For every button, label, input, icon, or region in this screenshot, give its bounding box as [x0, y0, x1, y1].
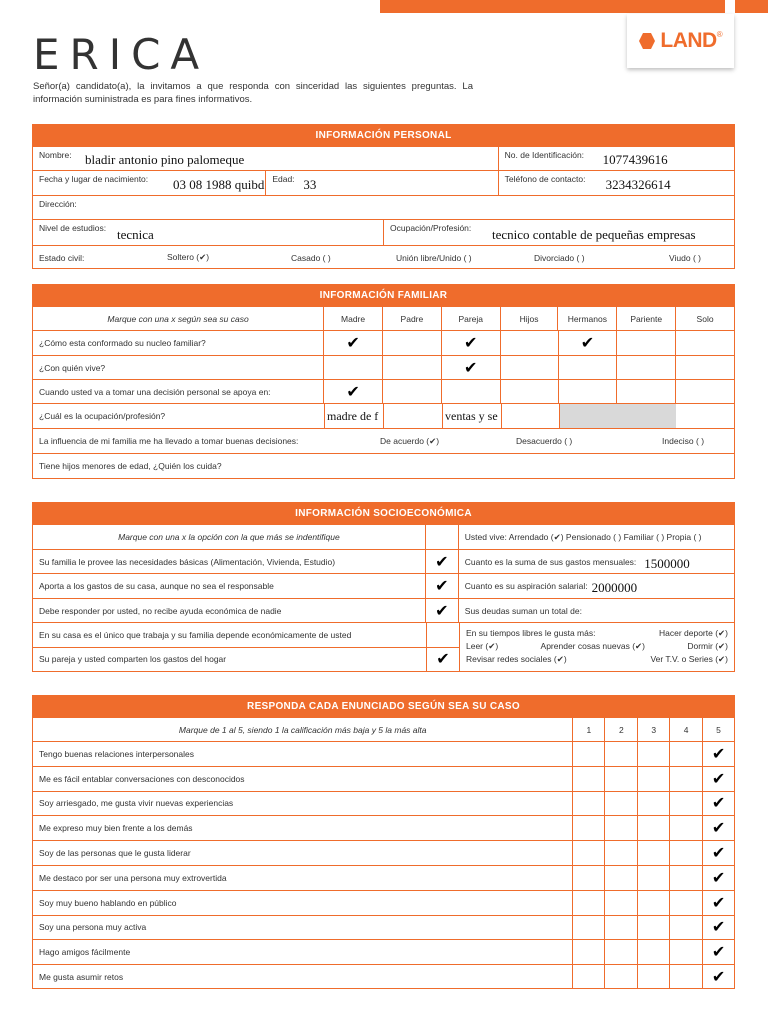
escala-cell-2[interactable] [604, 916, 637, 940]
escala-cell-5[interactable] [702, 767, 734, 791]
q5-opt-acuerdo[interactable]: De acuerdo (✔) [380, 435, 440, 446]
opt-dormir[interactable]: Dormir (✔) [687, 641, 728, 651]
checkmark-icon: ✔ [711, 867, 726, 887]
escala-item-label: Me expreso muy bien frente a los demás [39, 823, 193, 834]
socio-item-5: Su pareja y usted comparten los gastos del hogar [39, 654, 227, 665]
escala-cell-4[interactable] [669, 965, 702, 989]
escala-cell-2[interactable] [604, 742, 637, 766]
escala-cell-5[interactable] [702, 940, 734, 964]
escala-item-label: Tengo buenas relaciones interpersonales [39, 748, 194, 759]
escala-row [33, 741, 734, 766]
escala-item-label: Me gusta asumir retos [39, 972, 124, 983]
socio-check-4[interactable] [426, 623, 459, 647]
escala-cell-4[interactable] [669, 767, 702, 791]
q2-hijos[interactable] [500, 356, 558, 379]
estudios-value[interactable]: tecnica [117, 227, 154, 242]
escala-item-label: Soy una persona muy activa [39, 922, 147, 933]
edad-value[interactable]: 33 [303, 177, 317, 192]
q3-hijos[interactable] [500, 380, 558, 403]
escala-cell-2[interactable] [604, 965, 637, 989]
direccion-label: Dirección: [39, 199, 77, 209]
opt-redes[interactable]: Revisar redes sociales (✔) [466, 654, 567, 664]
opt-aprender[interactable]: Aprender cosas nuevas (✔) [540, 641, 645, 651]
escala-cell-5[interactable] [702, 841, 734, 865]
estado-civil-row [33, 246, 734, 269]
escala-row [33, 815, 734, 840]
estudios-cell [33, 220, 383, 245]
col-hermanos: Hermanos [557, 307, 616, 330]
opt-tv[interactable]: Ver T.V. o Series (✔) [650, 654, 728, 664]
escala-cell-3[interactable] [637, 841, 669, 865]
fecha-cell [33, 171, 265, 195]
escala-cell-5[interactable] [702, 891, 734, 915]
escala-cell-1[interactable] [572, 866, 604, 890]
q2-madre[interactable] [323, 356, 382, 379]
socio-check-1[interactable] [425, 550, 458, 573]
section-socio [32, 502, 735, 672]
tel-value[interactable]: 3234326614 [605, 177, 671, 192]
q3-madre[interactable] [323, 380, 382, 403]
escala-cell-1[interactable] [572, 767, 604, 791]
escala-cell-3[interactable] [637, 816, 669, 840]
q3-label: Cuando usted va a tomar una decisión personal se apoya en: [39, 386, 271, 397]
escala-cell-5[interactable] [702, 965, 734, 989]
socio-check-header [425, 525, 458, 549]
ocupacion-value[interactable]: tecnico contable de pequeñas empresas [492, 227, 696, 242]
escala-cell-1[interactable] [572, 965, 604, 989]
col-padre: Padre [382, 307, 441, 330]
checkmark-icon: ✔ [436, 649, 450, 669]
section-personal [32, 124, 735, 269]
q1-hermanos[interactable] [558, 331, 617, 355]
socio-item-3: Debe responder por usted, no recibe ayuda económica de nadie [39, 605, 282, 616]
section-familiar [32, 284, 735, 479]
escala-cell-4[interactable] [669, 742, 702, 766]
escala-col-5: 5 [702, 718, 734, 741]
escala-cell-2[interactable] [604, 841, 637, 865]
direccion-cell [33, 196, 734, 219]
q2-hermanos[interactable] [558, 356, 617, 379]
gastos-value[interactable]: 1500000 [644, 556, 690, 571]
escala-cell-1[interactable] [572, 891, 604, 915]
logo-mark-icon [638, 32, 656, 50]
escala-item-label: Soy arriesgado, me gusta vivir nuevas experiencias [39, 798, 234, 809]
escala-cell-2[interactable] [604, 792, 637, 816]
escala-cell-4[interactable] [669, 841, 702, 865]
id-cell [498, 147, 734, 170]
civil-option-soltero[interactable]: Soltero (✔) [167, 252, 210, 262]
escala-item-label: Me destaco por ser una persona muy extrovertida [39, 872, 227, 883]
civil-option-viudo[interactable]: Viudo ( ) [669, 252, 701, 263]
q4-pareja[interactable] [442, 404, 501, 428]
escala-cell-5[interactable] [702, 742, 734, 766]
escala-row [33, 964, 734, 989]
logo-text: LAND [660, 29, 717, 52]
escala-cell-1[interactable] [572, 742, 604, 766]
q4-padre[interactable] [383, 404, 442, 428]
escala-cell-5[interactable] [702, 816, 734, 840]
checkmark-icon: ✔ [711, 818, 726, 838]
edad-cell [265, 171, 497, 195]
familiar-row-q2 [33, 355, 734, 379]
q2-solo[interactable] [675, 356, 734, 379]
top-accent-bar-left [380, 0, 725, 13]
section-familiar-title: INFORMACIÓN FAMILIAR [33, 285, 734, 306]
section-escala [32, 695, 735, 989]
opt-deporte[interactable]: Hacer deporte (✔) [658, 628, 728, 638]
nombre-cell [33, 147, 498, 170]
civil-option-divorciado[interactable]: Divorciado ( ) [534, 252, 585, 263]
escala-cell-3[interactable] [637, 916, 669, 940]
escala-cell-2[interactable] [604, 816, 637, 840]
q4-pareja-value: ventas y se [445, 409, 498, 423]
gastos-cell [458, 550, 734, 573]
socio-instructions: Marque con una x la opción con la que más se indentifique [118, 532, 340, 542]
escala-row [33, 939, 734, 964]
escala-item-label: Soy muy bueno hablando en público [39, 897, 177, 908]
escala-cell-4[interactable] [669, 866, 702, 890]
escala-instructions: Marque de 1 al 5, siendo 1 la calificación más baja y 5 la más alta [178, 724, 427, 735]
escala-cell-2[interactable] [604, 940, 637, 964]
logo [627, 14, 734, 68]
checkmark-icon: ✔ [711, 917, 726, 937]
familiar-instructions: Marque con una x según sea su caso [107, 313, 249, 324]
escala-col-2: 2 [604, 718, 637, 741]
aspiracion-value[interactable]: 2000000 [591, 580, 638, 595]
q4-hijos[interactable] [501, 404, 559, 428]
escala-cell-4[interactable] [669, 792, 702, 816]
q1-madre[interactable] [323, 331, 382, 355]
col-pareja: Pareja [441, 307, 500, 330]
section-escala-title: RESPONDA CADA ENUNCIADO SEGÚN SEA SU CASO [33, 696, 734, 717]
checkmark-icon: ✔ [711, 768, 726, 788]
escala-row [33, 865, 734, 890]
q2-pareja[interactable] [441, 356, 500, 379]
estudios-label: Nivel de estudios: [39, 223, 107, 233]
socio-check-5[interactable] [426, 648, 459, 672]
intro-text: Señor(a) candidato(a), la invitamos a que responda con sinceridad las siguientes preguntas. La información suministrada es para fines informativos. [33, 81, 473, 105]
escala-col-1: 1 [572, 718, 604, 741]
socio-check-3[interactable] [425, 599, 458, 622]
q2-pariente[interactable] [616, 356, 675, 379]
aspiracion-cell [458, 574, 734, 598]
escala-cell-4[interactable] [669, 940, 702, 964]
escala-row [33, 766, 734, 791]
escala-cell-3[interactable] [637, 965, 669, 989]
socio-item-2: Aporta a los gastos de su casa, aunque no sea el responsable [39, 581, 274, 591]
familiar-row-q3 [33, 379, 734, 403]
tel-cell [498, 171, 734, 195]
escala-cell-5[interactable] [702, 916, 734, 940]
escala-cell-3[interactable] [637, 792, 669, 816]
q5-cell [33, 429, 734, 453]
q1-hijos[interactable] [500, 331, 558, 355]
checkmark-icon: ✔ [346, 381, 360, 401]
q1-pareja[interactable] [441, 331, 500, 355]
checkmark-icon: ✔ [346, 333, 360, 352]
nombre-label: Nombre: [39, 150, 72, 160]
socio-check-2[interactable] [425, 574, 458, 598]
escala-cell-4[interactable] [669, 916, 702, 940]
q4-madre[interactable] [324, 404, 383, 428]
escala-col-3: 3 [637, 718, 669, 741]
escala-row [33, 840, 734, 865]
checkmark-icon: ✔ [711, 843, 726, 863]
checkmark-icon: ✔ [711, 892, 726, 912]
aspiracion-label: Cuanto es su aspiración salarial: [464, 581, 588, 591]
id-value[interactable]: 1077439616 [602, 152, 668, 167]
col-madre: Madre [323, 307, 382, 330]
q4-label: ¿Cuál es la ocupación/profesión? [39, 411, 166, 421]
q4-shaded-cell [559, 404, 676, 428]
q5-opt-indeciso[interactable]: Indeciso ( ) [662, 436, 705, 446]
familiar-row-q6 [33, 453, 734, 477]
q1-solo[interactable] [675, 331, 734, 355]
escala-cell-3[interactable] [637, 866, 669, 890]
escala-item-label: Hago amigos fácilmente [39, 947, 131, 958]
checkmark-icon: ✔ [435, 600, 449, 620]
familiar-row-q1 [33, 330, 734, 355]
q5-opt-desacuerdo[interactable]: Desacuerdo ( ) [516, 436, 573, 446]
col-hijos: Hijos [500, 307, 558, 330]
socio-vive[interactable]: Usted vive: Arrendado (✔) Pensionado ( ) Familiar ( ) Propia ( ) [458, 525, 734, 549]
checkmark-icon: ✔ [580, 333, 595, 352]
q4-madre-value: madre de f [327, 409, 379, 423]
fecha-label: Fecha y lugar de nacimiento: [39, 174, 149, 184]
escala-cell-3[interactable] [637, 891, 669, 915]
escala-row [33, 890, 734, 915]
tiempo-libre-cell [459, 623, 734, 671]
id-label: No. de Identificación: [504, 150, 585, 160]
section-socio-title: INFORMACIÓN SOCIOECONÓMICA [33, 503, 734, 524]
escala-cell-2[interactable] [604, 891, 637, 915]
civil-option-union[interactable]: Unión libre/Unido ( ) [396, 252, 472, 263]
escala-item-label: Soy de las personas que le gusta liderar [39, 848, 191, 859]
checkmark-icon: ✔ [435, 576, 449, 595]
escala-cell-2[interactable] [604, 866, 637, 890]
checkmark-icon: ✔ [711, 793, 726, 813]
nombre-value[interactable]: bladir antonio pino palomeque [85, 152, 245, 167]
edad-label: Edad: [272, 174, 295, 184]
q3-padre[interactable] [382, 380, 441, 403]
checkmark-icon: ✔ [711, 967, 726, 987]
escala-cell-1[interactable] [572, 916, 604, 940]
q3-hermanos[interactable] [558, 380, 617, 403]
col-solo: Solo [675, 307, 734, 330]
q3-pareja[interactable] [441, 380, 500, 403]
escala-row [33, 915, 734, 940]
q6-label: Tiene hijos menores de edad, ¿Quién los cuida? [39, 460, 222, 471]
escala-item-label: Me es fácil entablar conversaciones con desconocidos [39, 773, 245, 784]
escala-cell-3[interactable] [637, 767, 669, 791]
estado-civil-label: Estado civil: [39, 252, 85, 263]
civil-option-casado[interactable]: Casado ( ) [291, 252, 331, 263]
escala-col-4: 4 [669, 718, 702, 741]
q1-padre[interactable] [382, 331, 441, 355]
escala-cell-3[interactable] [637, 742, 669, 766]
gastos-label: Cuanto es la suma de sus gastos mensuales: [464, 556, 637, 567]
socio-item-1: Su familia le provee las necesidades básicas (Alimentación, Vivienda, Estudio) [39, 556, 336, 567]
q5-label: La influencia de mi familia me ha llevado a tomar buenas decisiones: [39, 436, 299, 446]
checkmark-icon: ✔ [464, 357, 478, 377]
escala-cell-4[interactable] [669, 891, 702, 915]
escala-cell-1[interactable] [572, 792, 604, 816]
socio-item-4: En su casa es el único que trabaja y su familia depende económicamente de usted [39, 629, 352, 640]
escala-cell-1[interactable] [572, 940, 604, 964]
ocupacion-label: Ocupación/Profesión: [390, 223, 472, 233]
fecha-value[interactable]: 03 08 1988 quibd [173, 177, 265, 192]
checkmark-icon: ✔ [711, 942, 726, 962]
escala-cell-1[interactable] [572, 841, 604, 865]
q3-solo[interactable] [675, 380, 734, 403]
ocupacion-cell [383, 220, 734, 245]
checkmark-icon: ✔ [464, 333, 478, 352]
section-personal-title: INFORMACIÓN PERSONAL [33, 125, 734, 146]
q1-label: ¿Cómo esta conformado su nucleo familiar? [39, 338, 206, 348]
familiar-row-q5 [33, 428, 734, 453]
tel-label: Teléfono de contacto: [504, 174, 586, 184]
page-title: ERICA [33, 30, 210, 79]
checkmark-icon: ✔ [435, 551, 449, 571]
escala-cell-1[interactable] [572, 816, 604, 840]
checkmark-icon: ✔ [711, 743, 726, 763]
escala-cell-2[interactable] [604, 767, 637, 791]
q1-pariente[interactable] [616, 331, 675, 355]
escala-cell-5[interactable] [702, 866, 734, 890]
escala-cell-3[interactable] [637, 940, 669, 964]
deudas-label: Sus deudas suman un total de: [458, 599, 734, 622]
tiempo-libre-label: En su tiempos libres le gusta más: [466, 628, 596, 638]
familiar-row-q4 [33, 403, 734, 428]
q3-pariente[interactable] [616, 380, 675, 403]
col-pariente: Pariente [616, 307, 675, 330]
opt-leer[interactable]: Leer (✔) [466, 641, 499, 651]
escala-cell-5[interactable] [702, 792, 734, 816]
q2-label: ¿Con quién vive? [39, 362, 106, 373]
escala-row [33, 791, 734, 816]
logo-registered-mark: ® [716, 30, 723, 39]
q2-padre[interactable] [382, 356, 441, 379]
top-accent-bar-right [735, 0, 768, 13]
escala-cell-4[interactable] [669, 816, 702, 840]
